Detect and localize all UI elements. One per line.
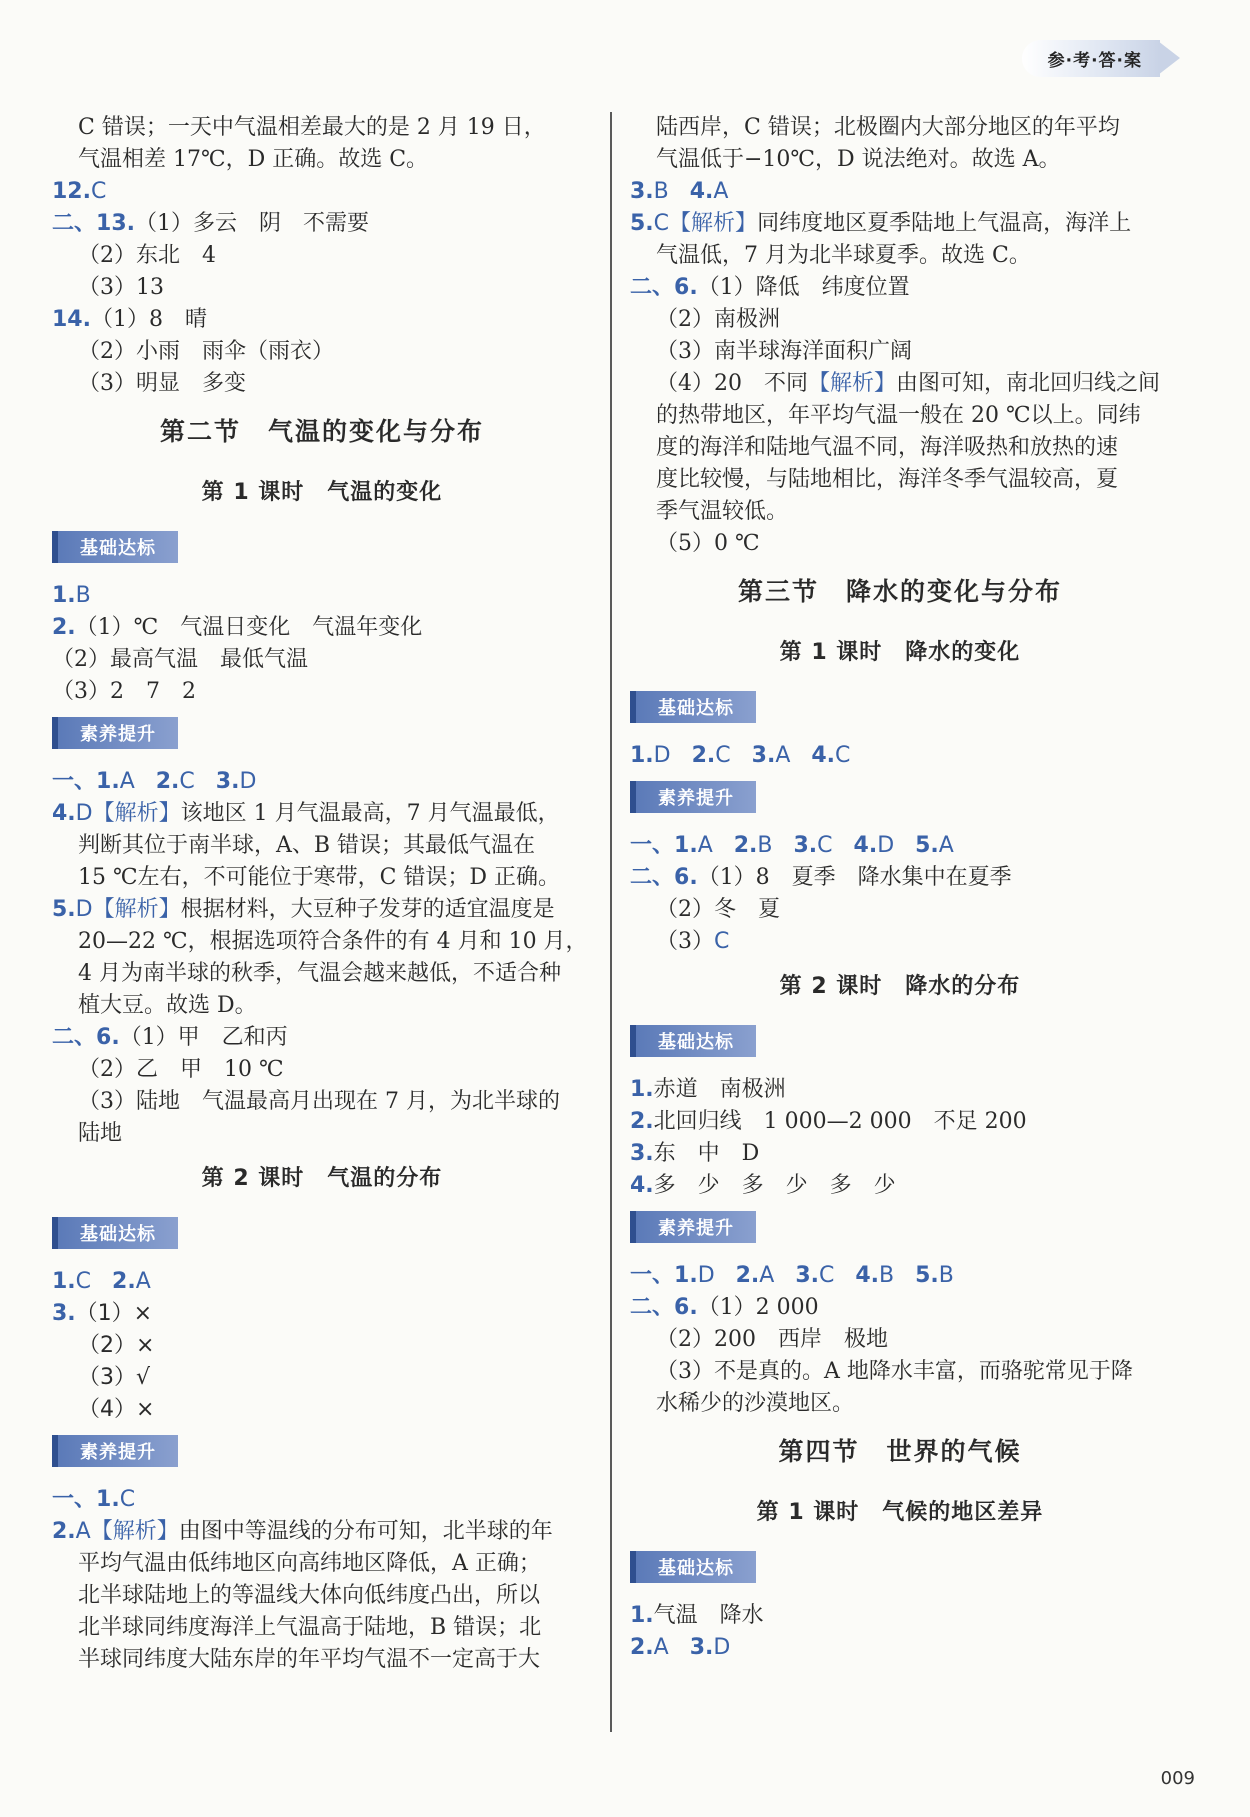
- text-line: （3）明显 多变: [78, 371, 246, 396]
- text-line: 度比较慢，与陆地相比，海洋冬季气温较高，夏: [656, 467, 1119, 492]
- answer-d2: 2.A【解析】由图中等温线的分布可知，北半球的年: [52, 1519, 553, 1544]
- tag-improve: 素养提升: [52, 717, 178, 749]
- text-line: 气温相差 17℃，D 正确。故选 C。: [78, 147, 429, 172]
- tag-improve: 素养提升: [52, 1435, 178, 1467]
- text-line: （2）东北 4: [78, 243, 216, 268]
- lesson-title: 第 2 课时 降水的分布: [779, 974, 1021, 999]
- text-line: （2）乙 甲 10 ℃: [78, 1057, 284, 1082]
- page-number: 009: [1160, 1768, 1195, 1789]
- answer-j1: 1.气温 降水: [630, 1603, 764, 1628]
- text-line: 陆地: [78, 1121, 123, 1146]
- answer-13: 二、13.（1）多云 阴 不需要: [52, 211, 369, 236]
- answer-d1: 一、1.C: [52, 1487, 136, 1512]
- answer-row: 一、1.A 2.B 3.C 4.D 5.A: [630, 833, 954, 858]
- answer-12: 12.C: [52, 179, 107, 204]
- tag-basic: 基础达标: [630, 1025, 756, 1057]
- answer-h2: 2.北回归线 1 000—2 000 不足 200: [630, 1109, 1027, 1134]
- chevron-right-icon: [1158, 41, 1180, 75]
- answer-s4: 4.D【解析】该地区 1 月气温最高，7 月气温最低，: [52, 801, 560, 826]
- text-line: 陆西岸，C 错误；北极圈内大部分地区的年平均: [656, 115, 1120, 140]
- lesson-title: 第 1 课时 气温的变化: [201, 480, 443, 505]
- left-column: [52, 112, 592, 1676]
- text-line: 气温低，7 月为北半球夏季。故选 C。: [656, 243, 1031, 268]
- answer-h1: 1.赤道 南极洲: [630, 1077, 786, 1102]
- lesson-title: 第 1 课时 降水的变化: [779, 640, 1021, 665]
- text-line: （3）不是真的。A 地降水丰富，而骆驼常见于降: [656, 1359, 1133, 1384]
- section-title: 第四节 世界的气候: [778, 1437, 1022, 1466]
- answer-e6: 二、6.（1）降低 纬度位置: [630, 275, 910, 300]
- answer-h4: 4.多 少 多 少 多 少: [630, 1173, 896, 1198]
- text-line: （3）13: [78, 275, 164, 300]
- text-line: （2）最高气温 最低气温: [52, 647, 308, 672]
- text-line: （4）×: [78, 1397, 155, 1422]
- text-line: （3）南半球海洋面积广阔: [656, 339, 912, 364]
- text-line: （3）√: [78, 1365, 151, 1390]
- text-line: 植大豆。故选 D。: [78, 993, 257, 1018]
- section-title: 第二节 气温的变化与分布: [159, 417, 484, 446]
- text-line: 4 月为南半球的秋季，气温会越来越低，不适合种: [78, 961, 561, 986]
- answer-e5: 5.C【解析】同纬度地区夏季陆地上气温高，海洋上: [630, 211, 1132, 236]
- text-line: 15 ℃左右，不可能位于寒带，C 错误；D 正确。: [78, 865, 561, 890]
- text-line: （2）×: [78, 1333, 155, 1358]
- page-header: [1022, 38, 1180, 78]
- answer-h3: 3.东 中 D: [630, 1141, 760, 1166]
- text-line: 水稀少的沙漠地区。: [656, 1391, 855, 1416]
- text-line: 半球同纬度大陆东岸的年平均气温不一定高于大: [78, 1647, 541, 1672]
- text-line: 北半球同纬度海洋上气温高于陆地，B 错误；北: [78, 1615, 542, 1640]
- text-line: 平均气温由低纬地区向高纬地区降低，A 正确；: [78, 1551, 541, 1576]
- tag-improve: 素养提升: [630, 1211, 756, 1243]
- text-line: （2）南极洲: [656, 307, 780, 332]
- answer-row: 1.D 2.C 3.A 4.C: [630, 743, 851, 768]
- lesson-title: 第 2 课时 气温的分布: [201, 1166, 443, 1191]
- text-line: （4）20 不同【解析】由图可知，南北回归线之间: [656, 371, 1161, 396]
- answer-row: 一、1.D 2.A 3.C 4.B 5.B: [630, 1263, 954, 1288]
- answer-row: 一、1.A 2.C 3.D: [52, 769, 257, 794]
- text-line: （3）2 7 2: [52, 679, 196, 704]
- column-divider: [610, 112, 612, 1732]
- text-line: （2）小雨 雨伞（雨衣）: [78, 339, 334, 364]
- text-line: 判断其位于南半球，A、B 错误；其最低气温在: [78, 833, 536, 858]
- right-column: [630, 112, 1170, 1664]
- answer-row: 2.A 3.D: [630, 1635, 731, 1660]
- answer-i6: 二、6.（1）2 000: [630, 1295, 819, 1320]
- answer-14: 14.（1）8 晴: [52, 307, 207, 332]
- text-line: 度的海洋和陆地气温不同，海洋吸热和放热的速: [656, 435, 1119, 460]
- answer-b2: 2.（1）℃ 气温日变化 气温年变化: [52, 615, 423, 640]
- text-line: C 错误；一天中气温相差最大的是 2 月 19 日，: [78, 115, 546, 140]
- section-title: 第三节 降水的变化与分布: [737, 577, 1062, 606]
- answer-row: 3.B 4.A: [630, 179, 729, 204]
- answer-s5: 5.D【解析】根据材料，大豆种子发芽的适宜温度是: [52, 897, 555, 922]
- text-line: 气温低于−10℃，D 说法绝对。故选 A。: [656, 147, 1061, 172]
- tag-improve: 素养提升: [630, 781, 756, 813]
- tag-basic: 基础达标: [630, 691, 756, 723]
- answer-s6: 二、6.（1）甲 乙和丙: [52, 1025, 288, 1050]
- answer-row: 1.C 2.A: [52, 1269, 151, 1294]
- tag-basic: 基础达标: [52, 1217, 178, 1249]
- text-line: （3）陆地 气温最高月出现在 7 月，为北半球的: [78, 1089, 560, 1114]
- text-line: 的热带地区，年平均气温一般在 20 ℃以上。同纬: [656, 403, 1141, 428]
- answer-g6: 二、6.（1）8 夏季 降水集中在夏季: [630, 865, 1012, 890]
- text-line: （2）冬 夏: [656, 897, 780, 922]
- text-line: （5）0 ℃: [656, 531, 760, 556]
- tag-basic: 基础达标: [52, 531, 178, 563]
- text-line: 季气温较低。: [656, 499, 789, 524]
- header-label: 参·考·答·案: [1022, 40, 1160, 77]
- text-line: （2）200 西岸 极地: [656, 1327, 888, 1352]
- text-line: 北半球陆地上的等温线大体向低纬度凸出，所以: [78, 1583, 541, 1608]
- text-line: （3）C: [656, 929, 730, 954]
- lesson-title: 第 1 课时 气候的地区差异: [756, 1500, 1044, 1525]
- tag-basic: 基础达标: [630, 1551, 756, 1583]
- text-line: 20—22 ℃，根据选项符合条件的有 4 月和 10 月，: [78, 929, 588, 954]
- answer-c3: 3.（1）×: [52, 1301, 153, 1326]
- answer-b1: 1.B: [52, 583, 91, 608]
